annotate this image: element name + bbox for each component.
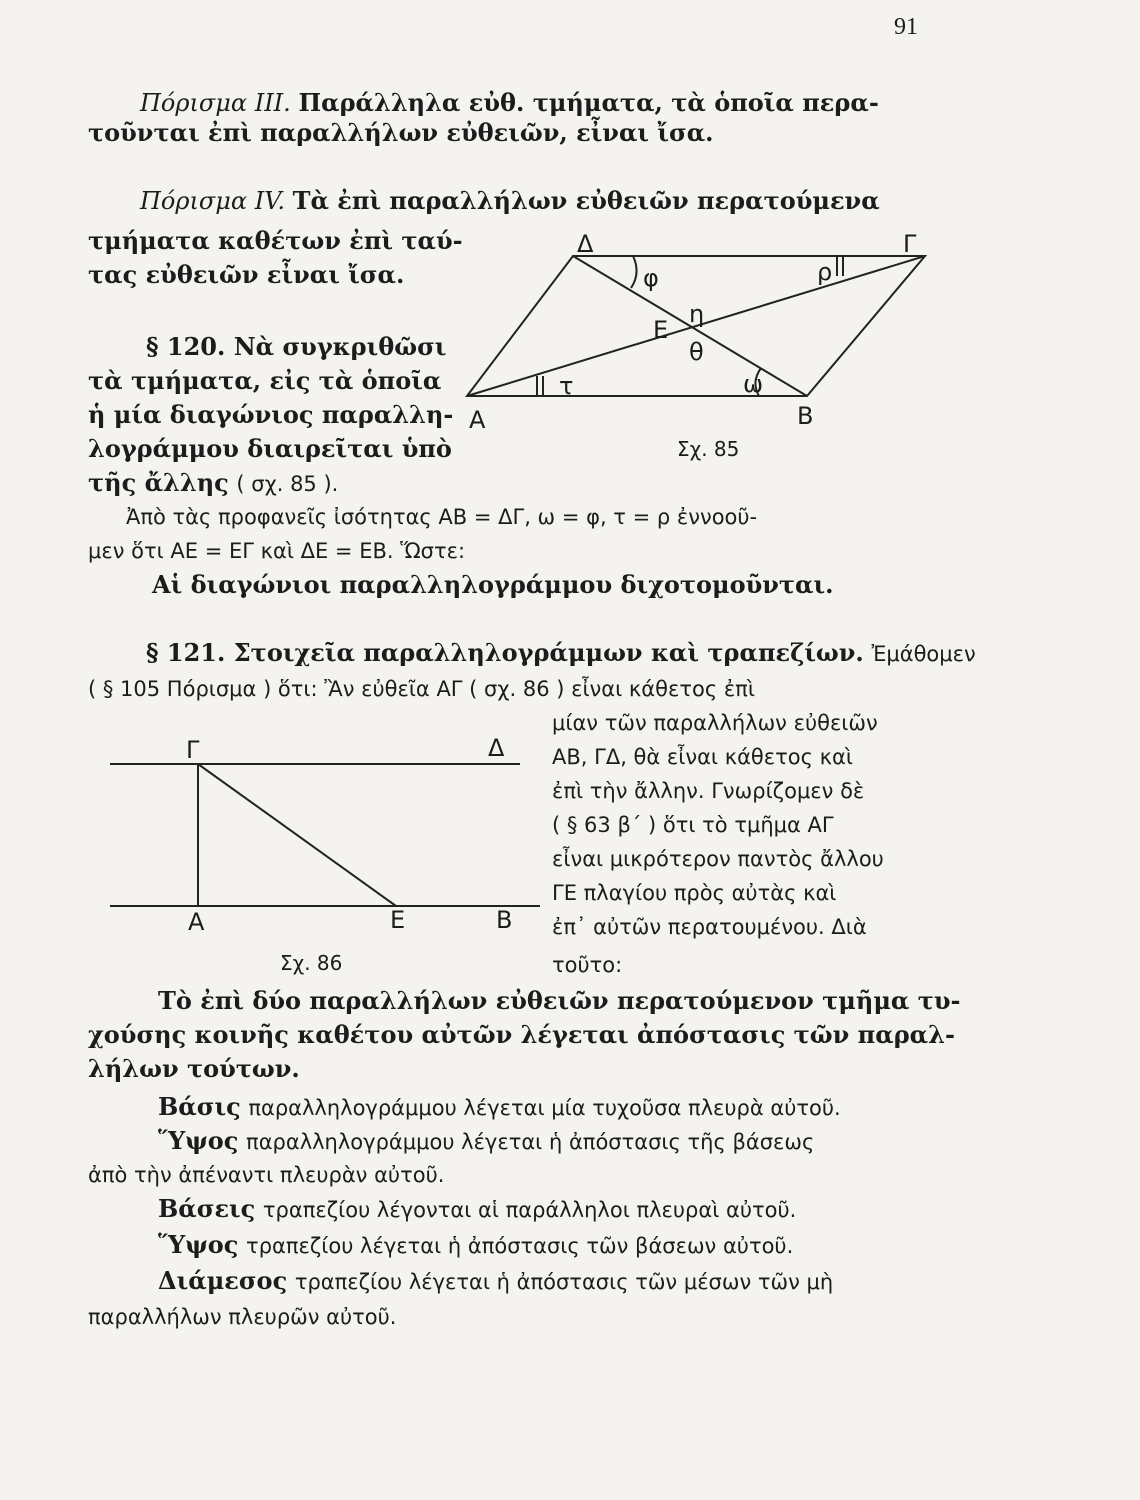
definition-line3: λήλων τούτων. (88, 1054, 300, 1083)
term-text: παραλληλογράμμου λέγεται ἡ ἀπόστασις τῆς βάσεως (246, 1130, 815, 1154)
fig86-caption: Σχ. 86 (280, 951, 343, 975)
sec121-line7: εἶναι μικρότερον παντὸς ἄλλου (552, 847, 884, 871)
fig86-label-d: Δ (488, 734, 505, 762)
page-number: 91 (894, 14, 918, 40)
porisma3-line1 (140, 88, 879, 118)
fig85-caption: Σχ. 85 (677, 437, 740, 461)
sec120-line3: ἡ μία διαγώνιος παραλλη- (88, 400, 454, 429)
term-text: τραπεζίου λέγονται αἱ παράλληλοι πλευραὶ αὐτοῦ. (262, 1198, 797, 1222)
term-label: Βάσις (158, 1092, 241, 1121)
sec121-line1 (146, 638, 976, 669)
sec120-conclusion: Αἱ διαγώνιοι παραλληλογράμμου διχοτομοῦνται. (152, 570, 834, 599)
term-label: Διάμεσος (158, 1266, 288, 1295)
fig85-label-e: Ε (653, 316, 669, 344)
fig85-label-eta: η (689, 300, 705, 328)
fig85-label-theta: θ (689, 338, 704, 366)
fig85-label-a: Α (469, 406, 486, 434)
sec121-line9: ἐπ᾽ αὐτῶν περατουμένου. Διὰ (552, 915, 867, 939)
sec121-line3: μίαν τῶν παραλλήλων εὐθειῶν (552, 711, 878, 735)
sec120-line5b: ( σχ. 85 ). (236, 472, 339, 496)
sec120-line7: μεν ὅτι ΑΕ = ΕΓ καὶ ΔΕ = ΕΒ. Ὥστε: (88, 539, 466, 563)
term-label: Βάσεις (158, 1194, 256, 1223)
sec120-line2: τὰ τμήματα, εἰς τὰ ὁποῖα (88, 366, 442, 395)
sec121-line8: ΓΕ πλαγίου πρὸς αὐτὰς καὶ (552, 881, 837, 905)
fig85-label-b: Β (797, 402, 814, 430)
sec121-line4: ΑΒ, ΓΔ, θὰ εἶναι κάθετος καὶ (552, 745, 853, 769)
fig85-label-phi: φ (643, 264, 659, 292)
fig85-label-g: Γ (903, 230, 917, 258)
term-label: Ὕψος (158, 1126, 239, 1155)
porisma4-text2: τμήματα καθέτων ἐπὶ ταύ- (88, 226, 463, 255)
porisma4-line1 (140, 186, 880, 216)
porisma3-text1: Παράλληλα εὐθ. τμήματα, τὰ ὁποῖα περα- (298, 88, 879, 117)
term-label: Ὕψος (158, 1230, 239, 1259)
figure-85 (455, 228, 935, 468)
fig85-label-tau: τ (559, 372, 574, 400)
term-text: παραλληλογράμμου λέγεται μία τυχοῦσα πλευρὰ αὐτοῦ. (248, 1096, 841, 1120)
oblique-ge (198, 764, 396, 906)
sec121-line10: τοῦτο: (552, 953, 623, 977)
porisma3-label: Πόρισμα III. (140, 89, 291, 117)
fig86-label-a: Α (188, 908, 205, 936)
sec121-heading: § 121. Στοιχεῖα παραλληλογράμμων καὶ τραπεζίων. (146, 638, 864, 667)
term-row (158, 1126, 814, 1157)
sec121-line1b: Ἐμάθομεν (871, 642, 976, 666)
term-row (158, 1230, 793, 1261)
sec120-line6: Ἀπὸ τὰς προφανεῖς ἰσότητας ΑΒ = ΔΓ, ω = φ, τ = ρ ἐννοοῦ- (126, 505, 758, 529)
term-text: τραπεζίου λέγεται ἡ ἀπόστασις τῶν μέσων τῶν μὴ (294, 1270, 834, 1294)
porisma4-text1: Τὰ ἐπὶ παραλλήλων εὐθειῶν περατούμενα (292, 186, 880, 215)
sec121-line6: ( § 63 β΄ ) ὅτι τὸ τμῆμα ΑΓ (552, 813, 834, 837)
porisma4-label: Πόρισμα IV. (140, 187, 285, 215)
sec120-line1: § 120. Νὰ συγκριθῶσι (146, 332, 447, 361)
sec120-line5a: τῆς ἄλλης (88, 468, 229, 497)
term-continuation: παραλλήλων πλευρῶν αὐτοῦ. (88, 1305, 397, 1329)
fig86-label-b: Β (496, 906, 513, 934)
fig85-label-d: Δ (577, 230, 594, 258)
porisma4-text3: τας εὐθειῶν εἶναι ἴσα. (88, 260, 405, 289)
definition-line2: χούσης κοινῆς καθέτου αὐτῶν λέγεται ἀπόστασις τῶν παραλ- (88, 1020, 955, 1049)
figure-86 (100, 730, 540, 980)
term-row (158, 1194, 796, 1225)
term-row (158, 1092, 841, 1123)
sec121-line5: ἐπὶ τὴν ἄλλην. Γνωρίζομεν δὲ (552, 779, 865, 803)
sec120-line5 (88, 468, 338, 499)
term-continuation: ἀπὸ τὴν ἀπέναντι πλευρὰν αὐτοῦ. (88, 1163, 445, 1187)
term-row (158, 1266, 833, 1297)
sec120-line4: λογράμμου διαιρεῖται ὑπὸ (88, 434, 452, 463)
definition-line1: Τὸ ἐπὶ δύο παραλλήλων εὐθειῶν περατούμενον τμῆμα τυ- (158, 986, 961, 1015)
term-text: τραπεζίου λέγεται ἡ ἀπόστασις τῶν βάσεων αὐτοῦ. (246, 1234, 794, 1258)
fig86-label-e: Ε (390, 906, 406, 934)
sec121-line2: ( § 105 Πόρισμα ) ὅτι: Ἂν εὐθεῖα ΑΓ ( σχ. 86 ) εἶναι κάθετος ἐπὶ (88, 677, 755, 701)
angle-phi-arc (631, 256, 637, 288)
fig86-label-g: Γ (186, 736, 200, 764)
fig85-label-omega: ω (743, 370, 764, 398)
fig85-label-rho: ρ (817, 258, 833, 286)
porisma3-text2: τοῦνται ἐπὶ παραλλήλων εὐθειῶν, εἶναι ἴσα. (88, 118, 714, 147)
